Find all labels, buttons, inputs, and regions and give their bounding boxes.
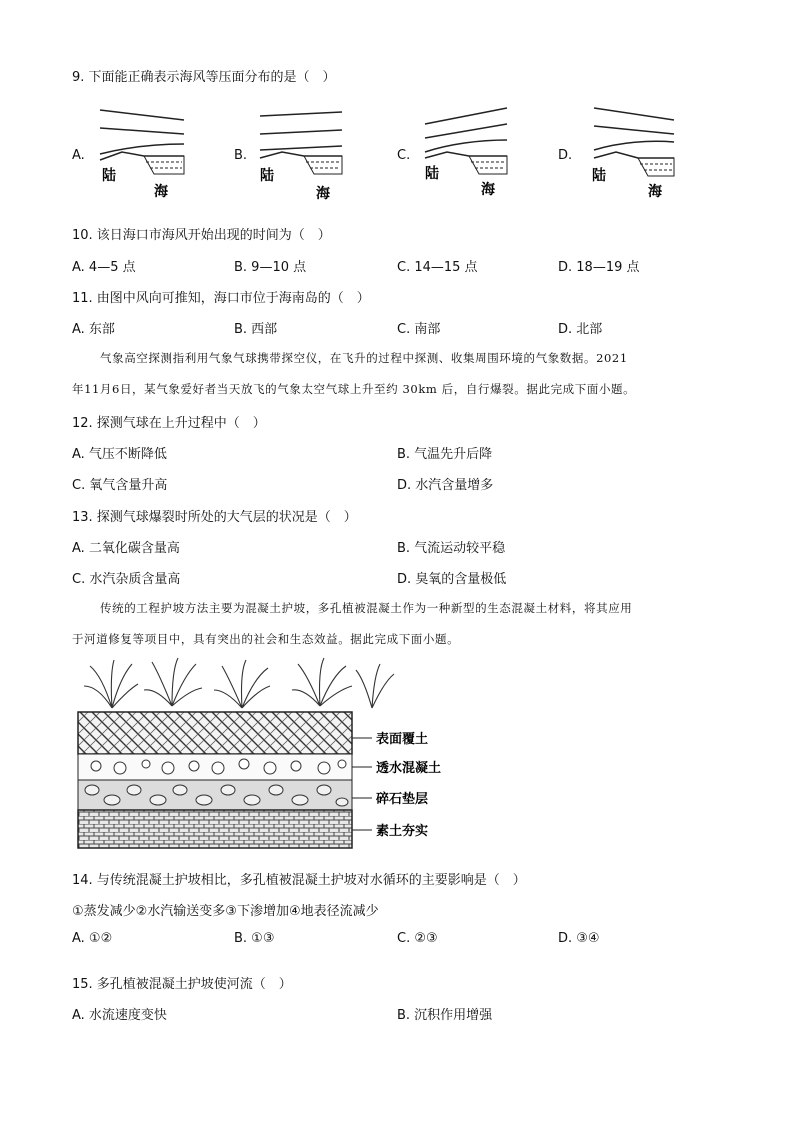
q9-stem: 9. 下面能正确表示海风等压面分布的是（ ） bbox=[72, 70, 336, 85]
passage2-line1: 传统的工程护坡方法主要为混凝土护坡，多孔植被混凝土作为一种新型的生态混凝土材料，将其应用 bbox=[100, 601, 633, 615]
q14-option-b[interactable]: B. ①③ bbox=[234, 931, 275, 946]
label-surface-soil: 表面覆土 bbox=[376, 732, 429, 747]
sea-label: 海 bbox=[154, 184, 168, 200]
q9-option-a[interactable] bbox=[72, 104, 192, 200]
q14-option-d[interactable]: D. ③④ bbox=[558, 931, 600, 946]
passage1-line2: 年11月6日，某气象爱好者当天放飞的气象太空气球上升至约 30km 后，自行爆裂。据此完成下面小题。 bbox=[72, 382, 636, 396]
land-label: 陆 bbox=[102, 168, 116, 184]
label-compacted-soil: 素土夯实 bbox=[376, 824, 429, 839]
label-permeable-concrete: 透水混凝土 bbox=[376, 761, 442, 776]
svg-text:海: 海 bbox=[316, 186, 330, 200]
q15-stem: 15. 多孔植被混凝土护坡使河流（ ） bbox=[72, 977, 292, 992]
q11-stem: 11. 由图中风向可推知，海口市位于海南岛的（ ） bbox=[72, 291, 370, 306]
surface-soil-layer bbox=[78, 712, 352, 754]
q10-stem: 10. 该日海口市海风开始出现的时间为（ ） bbox=[72, 228, 331, 243]
svg-text:陆: 陆 bbox=[260, 168, 274, 184]
q9-option-b-letter: B. bbox=[234, 148, 248, 163]
svg-text:陆: 陆 bbox=[425, 166, 439, 182]
q12-option-c[interactable]: C. 氧气含量升高 bbox=[72, 478, 168, 493]
q13-option-b[interactable]: B. 气流运动较平稳 bbox=[397, 541, 506, 556]
q15-option-a[interactable]: A. 水流速度变快 bbox=[72, 1008, 167, 1023]
isobar-diagram-c bbox=[419, 104, 519, 200]
q15-option-b[interactable]: B. 沉积作用增强 bbox=[397, 1008, 493, 1023]
q10-option-a[interactable]: A. 4—5 点 bbox=[72, 260, 136, 275]
q9-option-b[interactable] bbox=[234, 104, 354, 200]
q13-option-a[interactable]: A. 二氧化碳含量高 bbox=[72, 541, 180, 556]
svg-text:海: 海 bbox=[481, 182, 495, 198]
q11-option-d[interactable]: D. 北部 bbox=[558, 322, 603, 337]
q11-option-b[interactable]: B. 西部 bbox=[234, 322, 278, 337]
slope-protection-figure bbox=[72, 656, 492, 854]
compacted-soil-layer bbox=[78, 810, 352, 848]
q12-option-a[interactable]: A. 气压不断降低 bbox=[72, 447, 167, 462]
svg-text:海: 海 bbox=[648, 184, 662, 200]
q14-option-c[interactable]: C. ②③ bbox=[397, 931, 438, 946]
q10-option-b[interactable]: B. 9—10 点 bbox=[234, 260, 307, 275]
isobar-diagram-d bbox=[580, 104, 680, 200]
q9-option-c[interactable] bbox=[397, 104, 517, 200]
q10-option-d[interactable]: D. 18—19 点 bbox=[558, 260, 640, 275]
q12-stem: 12. 探测气球在上升过程中（ ） bbox=[72, 416, 266, 431]
q13-option-c[interactable]: C. 水汽杂质含量高 bbox=[72, 572, 181, 587]
q12-option-d[interactable]: D. 水汽含量增多 bbox=[397, 478, 494, 493]
q13-stem: 13. 探测气球爆裂时所处的大气层的状况是（ ） bbox=[72, 510, 357, 525]
q9-option-a-letter: A. bbox=[72, 148, 85, 163]
q9-option-d[interactable] bbox=[558, 104, 678, 200]
isobar-diagram-b bbox=[256, 104, 356, 200]
svg-text:陆: 陆 bbox=[592, 168, 606, 184]
q11-option-c[interactable]: C. 南部 bbox=[397, 322, 441, 337]
q9-option-d-letter: D. bbox=[558, 148, 573, 163]
q14-choices: ①蒸发减少②水汽输送变多③下渗增加④地表径流减少 bbox=[72, 904, 379, 919]
passage2-line2: 于河道修复等项目中，具有突出的社会和生态效益。据此完成下面小题。 bbox=[72, 632, 460, 646]
q9-option-c-letter: C. bbox=[397, 148, 411, 163]
q13-option-d[interactable]: D. 臭氧的含量极低 bbox=[397, 572, 507, 587]
q12-option-b[interactable]: B. 气温先升后降 bbox=[397, 447, 493, 462]
passage1-line1: 气象高空探测指利用气象气球携带探空仪，在飞升的过程中探测、收集周围环境的气象数据。2021 bbox=[100, 351, 628, 365]
q10-option-c[interactable]: C. 14—15 点 bbox=[397, 260, 478, 275]
q14-stem: 14. 与传统混凝土护坡相比，多孔植被混凝土护坡对水循环的主要影响是（ ） bbox=[72, 873, 526, 888]
q14-option-a[interactable]: A. ①② bbox=[72, 931, 113, 946]
gravel-layer bbox=[78, 780, 352, 810]
label-gravel: 碎石垫层 bbox=[376, 792, 429, 807]
isobar-diagram-a bbox=[94, 104, 194, 200]
q11-option-a[interactable]: A. 东部 bbox=[72, 322, 115, 337]
